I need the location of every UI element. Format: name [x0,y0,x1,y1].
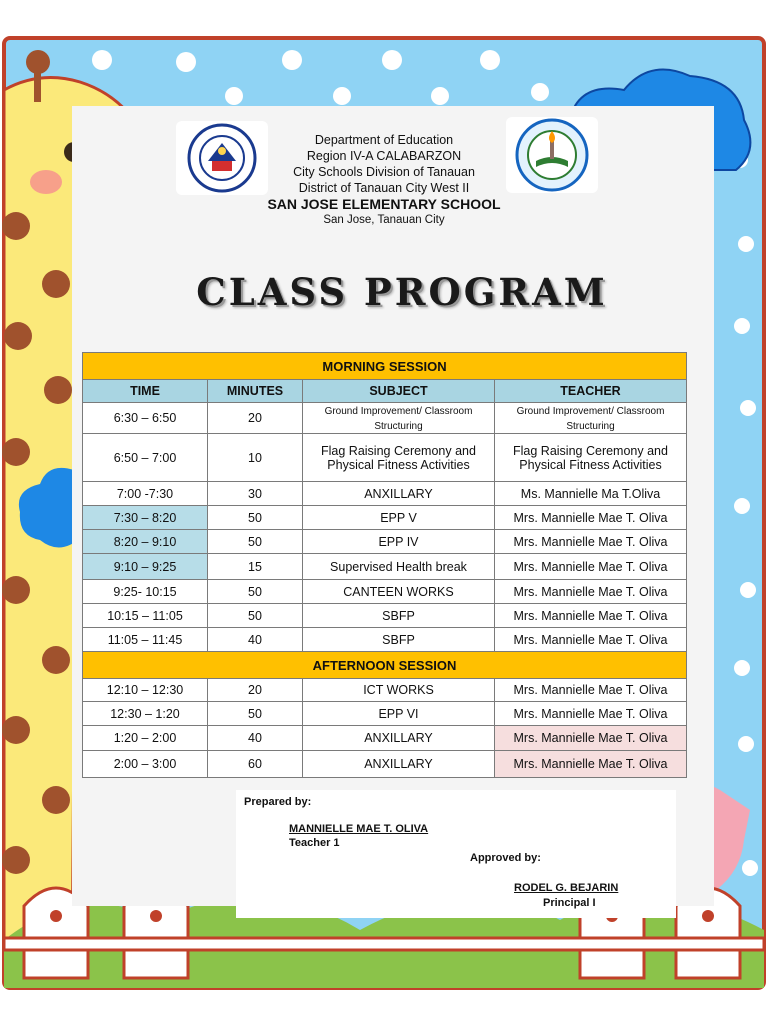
column-header-row [83,380,687,403]
prepared-by-role: Teacher 1 [289,837,340,849]
subject-cell [303,482,495,506]
subject-cell [303,403,495,434]
teacher-cell-text: Mrs. Mannielle Mae T. Oliva [513,731,668,745]
time-cell [83,702,208,726]
time-cell-text: 11:05 – 11:45 [107,632,183,647]
teacher-cell-text: Flag Raising Ceremony and Physical Fitness Activities [513,443,668,472]
table-row [83,506,687,530]
column-header [83,380,208,403]
table-row [83,679,687,702]
minutes-cell [208,506,303,530]
column-header [208,380,303,403]
time-cell [83,482,208,506]
school-name: SAN JOSE ELEMENTARY SCHOOL [267,196,501,212]
time-cell [83,403,208,434]
time-cell-text: 12:10 – 12:30 [106,683,184,697]
minutes-cell [208,530,303,554]
afternoon-session-header-label [83,652,687,679]
time-cell-text: 6:50 – 7:00 [113,450,177,465]
subject-cell-text: ANXILLARY [364,731,433,745]
time-cell-text: 7:30 – 8:20 [113,510,177,525]
teacher-cell [495,482,687,506]
subject-cell [303,702,495,726]
teacher-cell [495,679,687,702]
subject-cell [303,506,495,530]
minutes-cell [208,702,303,726]
table-row [83,604,687,628]
minutes-cell-text: 50 [248,584,262,599]
teacher-cell [495,554,687,580]
time-cell-text: 10:15 – 11:05 [107,608,183,623]
minutes-cell-text: 60 [248,757,262,771]
subject-cell-text: EPP IV [378,534,419,549]
table-row [83,751,687,778]
minutes-cell-text: 40 [248,731,262,745]
minutes-cell-text: 50 [248,510,262,525]
time-cell [83,580,208,604]
table-row [83,554,687,580]
teacher-cell [495,751,687,778]
teacher-cell-text: Mrs. Mannielle Mae T. Oliva [513,683,668,697]
subject-cell [303,628,495,652]
column-header-text: SUBJECT [369,384,428,398]
subject-cell-text: Supervised Health break [330,559,467,574]
time-cell [83,628,208,652]
time-cell-text: 12:30 – 1:20 [110,706,180,721]
time-cell [83,679,208,702]
page-title: CLASS PROGRAM [196,270,608,314]
time-cell [83,506,208,530]
teacher-cell [495,628,687,652]
subject-cell [303,751,495,778]
teacher-cell-text: Mrs. Mannielle Mae T. Oliva [513,559,668,574]
teacher-cell [495,702,687,726]
morning-session-header-label-text: MORNING SESSION [322,358,447,374]
minutes-cell-text: 40 [248,632,262,647]
teacher-cell [495,530,687,554]
approved-by-name: RODEL G. BEJARIN [514,882,619,894]
subject-cell-text: Flag Raising Ceremony and Physical Fitness Activities [321,443,476,472]
subject-cell [303,679,495,702]
table-row [83,702,687,726]
division-name: City Schools Division of Tanauan [293,165,475,179]
time-cell-text: 9:10 – 9:25 [113,559,177,574]
minutes-cell-text: 50 [248,608,262,623]
time-cell [83,554,208,580]
column-header [303,380,495,403]
minutes-cell [208,434,303,482]
table-row [83,628,687,652]
teacher-cell-text: Mrs. Mannielle Mae T. Oliva [513,757,668,771]
teacher-cell [495,580,687,604]
subject-cell [303,604,495,628]
column-header-text: TIME [130,384,160,398]
column-header [495,380,687,403]
teacher-cell-text: Mrs. Mannielle Mae T. Oliva [513,584,668,599]
teacher-cell-text: Mrs. Mannielle Mae T. Oliva [513,706,668,721]
minutes-cell-text: 50 [248,534,262,549]
region-name: Region IV-A CALABARZON [306,149,462,163]
time-cell-text: 1:20 – 2:00 [113,731,177,745]
approved-by-role: Principal I [543,897,596,909]
afternoon-session-header-label-text: AFTERNOON SESSION [312,657,457,673]
subject-cell-text: ANXILLARY [364,757,433,771]
minutes-cell [208,482,303,506]
department-name: Department of Education [314,133,454,147]
morning-session-header [83,353,687,380]
subject-cell-text: SBFP [382,632,415,647]
approved-by-label: Approved by: [470,852,541,864]
subject-cell-text: ICT WORKS [363,683,434,697]
subject-cell-text: CANTEEN WORKS [343,584,454,599]
class-schedule-table [82,352,687,778]
minutes-cell-text: 20 [248,683,262,697]
minutes-cell-text: 50 [248,706,262,721]
time-cell [83,530,208,554]
teacher-cell [495,506,687,530]
minutes-cell [208,726,303,751]
time-cell [83,604,208,628]
prepared-by-name: MANNIELLE MAE T. OLIVA [289,823,429,835]
table-row [83,434,687,482]
time-cell-text: 6:30 – 6:50 [113,411,177,425]
subject-cell [303,580,495,604]
teacher-cell-text: Ms. Mannielle Ma T.Oliva [520,486,661,501]
minutes-cell [208,679,303,702]
teacher-cell [495,604,687,628]
signature-block [236,790,676,918]
subject-cell [303,554,495,580]
teacher-cell-text: Mrs. Mannielle Mae T. Oliva [513,608,668,623]
teacher-cell [495,403,687,434]
minutes-cell [208,604,303,628]
minutes-cell [208,403,303,434]
minutes-cell [208,628,303,652]
time-cell-text: 7:00 -7:30 [116,486,174,501]
district-name: District of Tanauan City West II [298,181,470,195]
teacher-cell [495,434,687,482]
teacher-cell [495,726,687,751]
subject-cell-text: SBFP [382,608,415,623]
subject-cell-text: Ground Improvement/ Classroom Structuring [324,406,473,432]
subject-cell-text: EPP V [380,510,417,525]
minutes-cell-text: 10 [248,450,262,465]
subject-cell [303,434,495,482]
minutes-cell [208,554,303,580]
teacher-cell-text: Mrs. Mannielle Mae T. Oliva [513,632,668,647]
time-cell-text: 2:00 – 3:00 [113,757,177,771]
table-row [83,580,687,604]
minutes-cell [208,751,303,778]
subject-cell [303,530,495,554]
table-row [83,403,687,434]
time-cell [83,751,208,778]
subject-cell [303,726,495,751]
table-row [83,482,687,506]
minutes-cell [208,580,303,604]
time-cell [83,726,208,751]
subject-cell-text: EPP VI [378,706,419,721]
time-cell-text: 9:25- 10:15 [113,584,177,599]
time-cell [83,434,208,482]
afternoon-session-header [83,652,687,679]
minutes-cell-text: 30 [248,486,262,501]
column-header-text: TEACHER [560,384,621,398]
minutes-cell-text: 15 [248,559,262,574]
time-cell-text: 8:20 – 9:10 [113,534,177,549]
teacher-cell-text: Mrs. Mannielle Mae T. Oliva [513,510,668,525]
school-address: San Jose, Tanauan City [323,214,445,226]
subject-cell-text: ANXILLARY [364,486,433,501]
minutes-cell-text: 20 [248,411,262,425]
prepared-by-label: Prepared by: [244,796,312,808]
table-row [83,726,687,751]
table-row [83,530,687,554]
teacher-cell-text: Mrs. Mannielle Mae T. Oliva [513,534,668,549]
column-header-text: MINUTES [226,384,284,398]
morning-session-header-label [83,353,687,380]
teacher-cell-text: Ground Improvement/ Classroom Structuring [516,406,665,432]
